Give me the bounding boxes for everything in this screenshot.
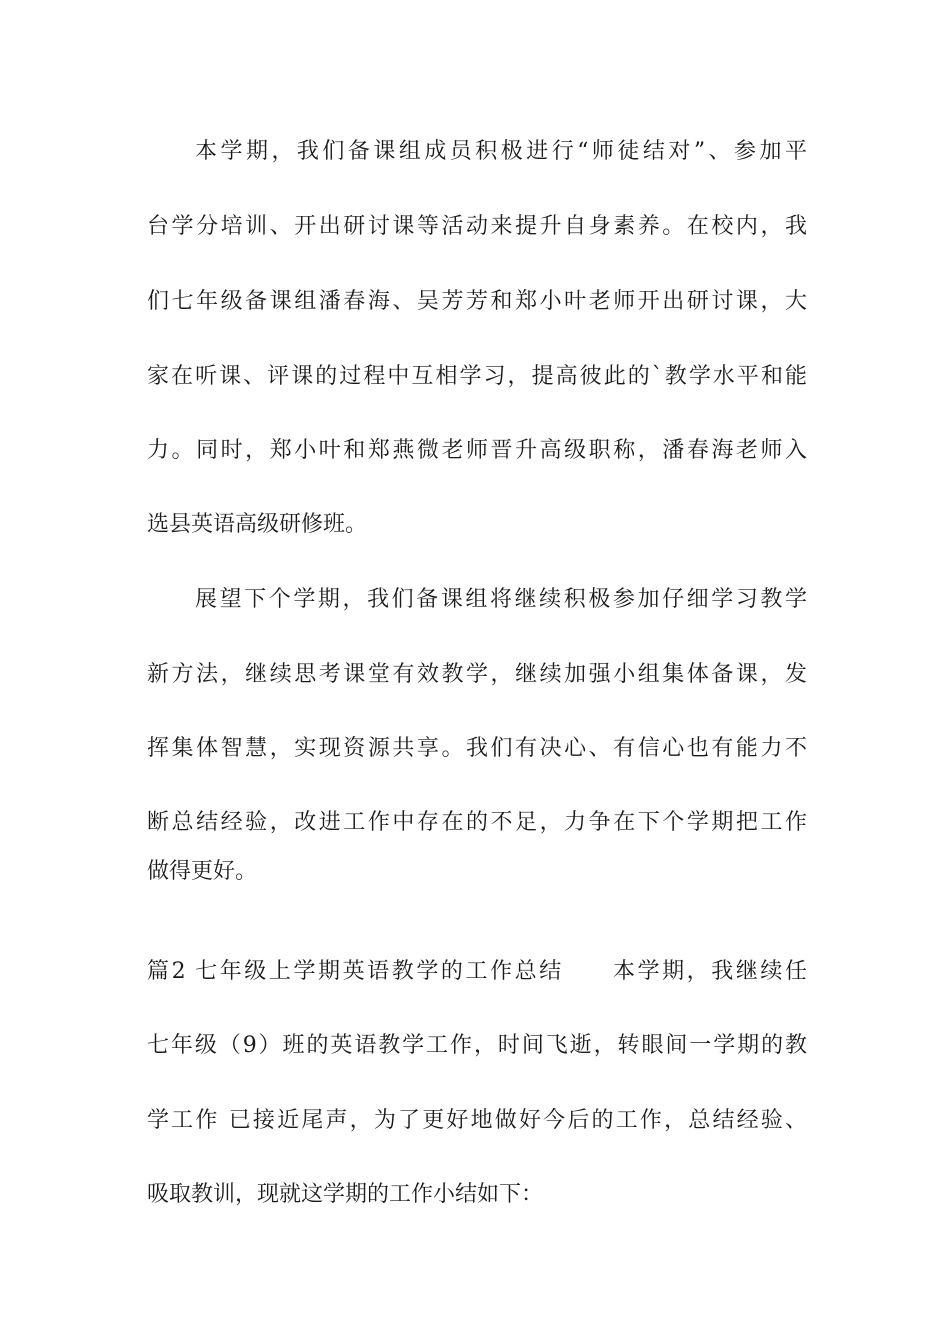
paragraph-2-line-5: 做得更好。 <box>147 859 258 884</box>
paragraph-2-line-4: 断总结经验，改进工作中存在的不足，力争在下个学期把工作 <box>147 810 807 835</box>
paragraph-2-line-2: 新方法，继续思考课堂有效教学，继续加强小组集体备课，发 <box>147 662 807 687</box>
paragraph-2-line-3: 挥集体智慧，实现资源共享。我们有决心、有信心也有能力不 <box>147 736 807 761</box>
paragraph-1-line-2: 台学分培训、开出研讨课等活动来提升自身素养。在校内，我 <box>147 214 807 239</box>
paragraph-3-line-2: 七年级（9）班的英语教学工作，时间飞逝，转眼间一学期的教 <box>147 1033 807 1058</box>
paragraph-1-line-4: 家在听课、评课的过程中互相学习，提高彼此的`教学水平和能 <box>147 364 807 389</box>
paragraph-1-line-3: 们七年级备课组潘春海、吴芳芳和郑小叶老师开出研讨课，大 <box>147 289 807 314</box>
paragraph-3-line-3: 学工作 已接近尾声，为了更好地做好今后的工作，总结经验、 <box>147 1108 807 1133</box>
paragraph-3-line-4: 吸取教训，现就这学期的工作小结如下： <box>147 1182 544 1207</box>
paragraph-3-line-1: 篇2 七年级上学期英语教学的工作总结 本学期，我继续任 <box>147 959 807 984</box>
paragraph-1-line-6: 选县英语高级研修班。 <box>147 512 368 537</box>
paragraph-1-line-5: 力。同时，郑小叶和郑燕微老师晋升高级职称，潘春海老师入 <box>147 438 807 463</box>
paragraph-2-line-1: 展望下个学期，我们备课组将继续积极参加仔细学习教学 <box>195 587 807 612</box>
paragraph-1-line-1: 本学期，我们备课组成员积极进行“师徒结对”、参加平 <box>195 139 807 164</box>
